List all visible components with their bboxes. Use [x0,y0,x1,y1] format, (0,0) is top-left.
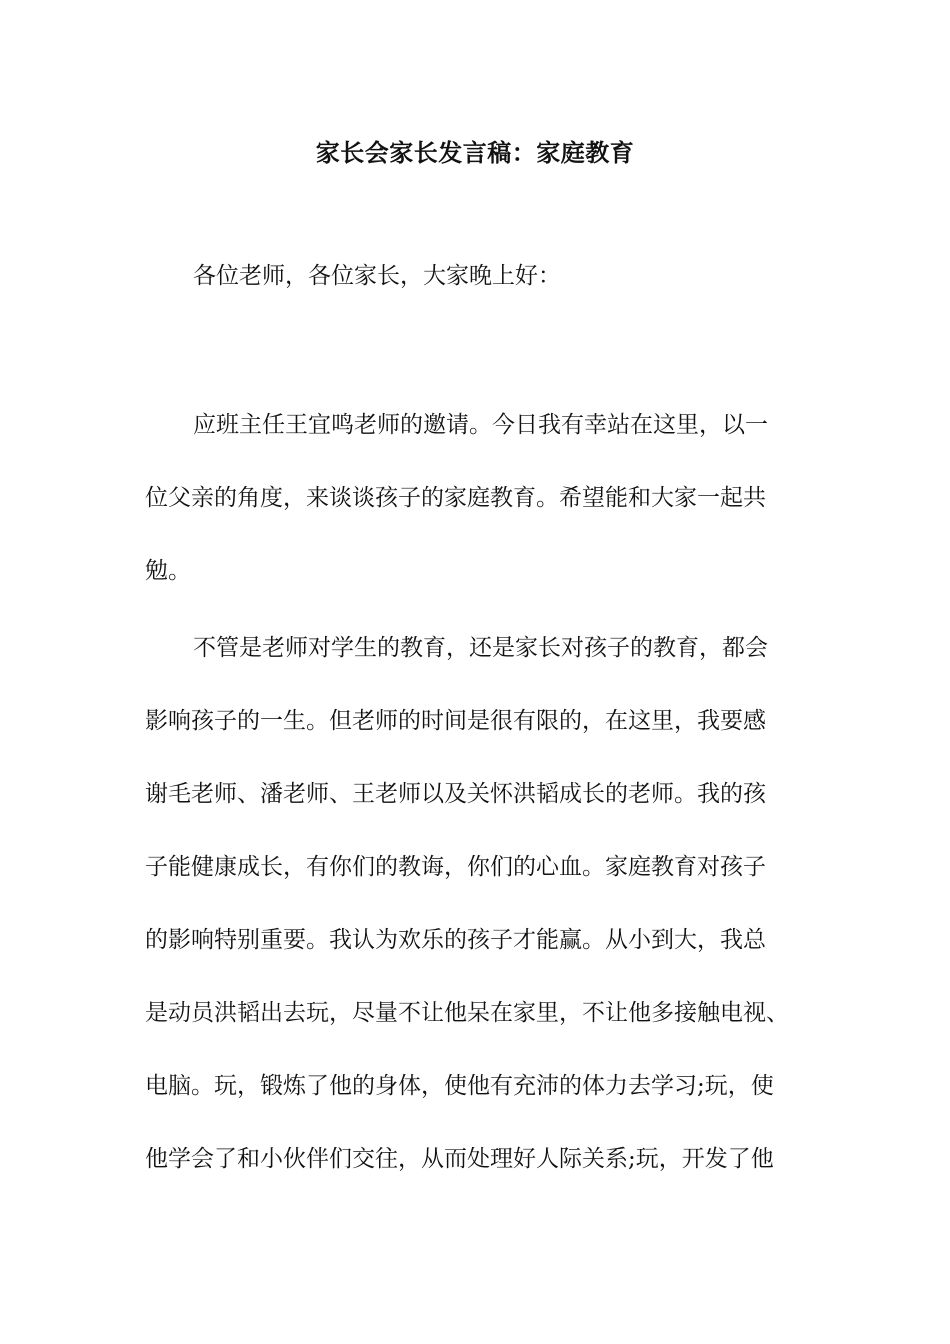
paragraph-line: 影响孩子的一生。但老师的时间是很有限的，在这里，我要感 [145,708,766,734]
paragraph-line: 不管是老师对学生的教育，还是家长对孩子的教育，都会 [193,635,768,661]
paragraph-line: 是动员洪韬出去玩，尽量不让他呆在家里，不让他多接触电视、 [145,1000,789,1026]
paragraph-line: 位父亲的角度，来谈谈孩子的家庭教育。希望能和大家一起共 [145,485,766,511]
document-title: 家长会家长发言稿：家庭教育 [315,138,635,167]
paragraph-line: 应班主任王宜鸣老师的邀请。今日我有幸站在这里，以一 [193,412,768,438]
paragraph-1 [145,407,835,589]
paragraph-line: 他学会了和小伙伴们交往，从而处理好人际关系;玩，开发了他 [145,1146,774,1172]
paragraph-line: 电脑。玩，锻炼了他的身体，使他有充沛的体力去学习;玩，使 [145,1073,774,1099]
paragraph-line: 谢毛老师、潘老师、王老师以及关怀洪韬成长的老师。我的孩 [145,781,766,807]
paragraph-line: 子能健康成长，有你们的教诲，你们的心血。家庭教育对孩子 [145,854,766,880]
paragraph-2 [145,630,835,1177]
greeting-line: 各位老师，各位家长，大家晚上好： [193,263,561,289]
paragraph-line: 勉。 [145,558,191,584]
paragraph-line: 的影响特别重要。我认为欢乐的孩子才能赢。从小到大，我总 [145,927,766,953]
